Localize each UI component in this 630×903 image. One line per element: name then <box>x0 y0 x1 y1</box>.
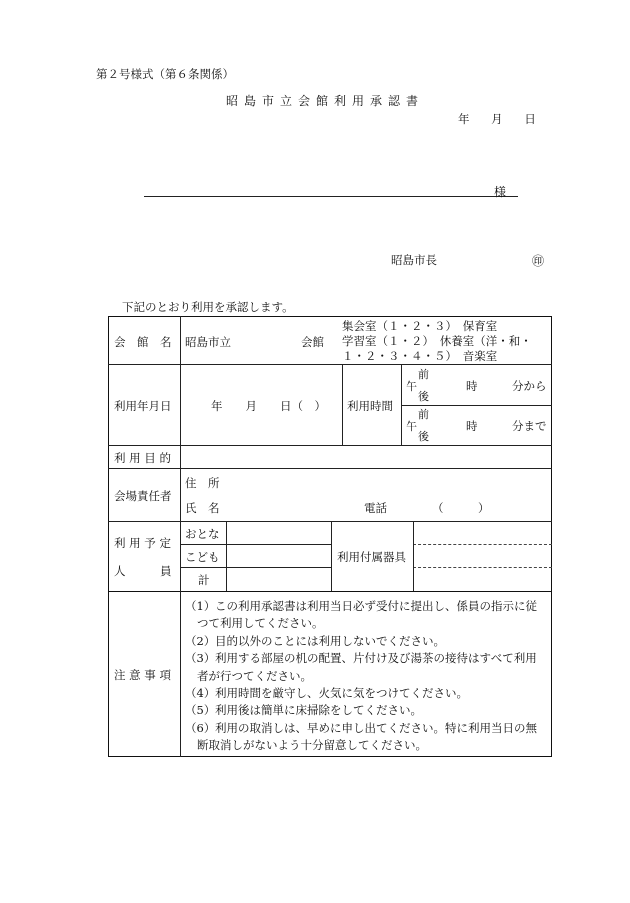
note-number: （3） <box>185 651 216 666</box>
addressee-line[interactable] <box>144 196 518 197</box>
row-divider <box>108 445 552 446</box>
attendee-row-divider <box>180 544 331 545</box>
note-text-continued: つて利用してください。 <box>197 616 324 631</box>
attendees-label-line1: 利 用 予 定 <box>114 536 171 550</box>
date-label: 利用年月日 <box>114 399 172 413</box>
attendees-label-line2: 人 員 <box>114 564 172 578</box>
attendees-total-field[interactable] <box>228 569 329 589</box>
attendees-total-label: 計 <box>198 573 210 587</box>
time-end-suffix: 分まで <box>512 419 547 433</box>
responsible-phone-label[interactable]: 電話 <box>364 501 387 515</box>
note-text: 利用の取消しは、早めに申し出てください。特に利用当日の無 <box>215 720 537 735</box>
note-text-continued: 断取消しがないよう十分留意してください。 <box>197 738 427 753</box>
time-label-divider <box>401 364 402 445</box>
note-item <box>185 685 549 702</box>
date-time-divider <box>342 364 343 445</box>
intro-text: 下記のとおり利用を承認します。 <box>122 300 294 314</box>
notes-label: 注 意 事 項 <box>114 668 171 682</box>
time-label: 利用時間 <box>347 399 393 413</box>
room-options-line1[interactable]: 集会室（１・２・３） 保育室 <box>342 319 498 333</box>
row-divider <box>108 364 552 365</box>
equipment-label-divider <box>413 521 414 591</box>
note-number: （1） <box>185 599 216 613</box>
time-end-am[interactable]: 前 <box>418 408 429 421</box>
purpose-label: 利 用 目 的 <box>114 451 171 465</box>
note-text: 利用する部屋の机の配置、片付け及び湯茶の接待はすべて利用 <box>215 651 537 666</box>
note-text: 利用時間を厳守し、火気に気をつけてください。 <box>215 686 468 701</box>
document-title: 昭島市立会館利用承認書 <box>225 94 424 108</box>
responsible-label: 会場責任者 <box>114 489 172 503</box>
form-number: 第２号様式（第６条関係） <box>96 67 234 81</box>
attendee-type-divider <box>226 521 227 591</box>
row-divider <box>108 521 552 522</box>
attendees-adults-field[interactable] <box>228 523 329 542</box>
responsible-name-label[interactable]: 氏 名 <box>185 501 220 515</box>
label-column-divider <box>180 316 181 757</box>
attendees-adults-label: おとな <box>185 527 220 541</box>
notes-list <box>185 598 549 755</box>
date-month-label: 月 <box>491 112 503 126</box>
row-divider-thick <box>108 591 552 592</box>
attendees-children-label: こども <box>185 550 220 564</box>
addressee-honorific: 様 <box>494 185 507 199</box>
note-item <box>185 702 549 719</box>
facility-label: 会 館 名 <box>114 335 172 349</box>
equipment-field[interactable] <box>415 523 550 589</box>
facility-suffix: 会館 <box>301 335 324 349</box>
time-start-pm[interactable]: 後 <box>418 390 429 403</box>
note-item <box>185 650 549 685</box>
note-number: （2） <box>185 633 216 648</box>
attendees-children-field[interactable] <box>228 546 329 565</box>
time-start-suffix: 分から <box>512 379 547 393</box>
room-options-line3[interactable]: １・２・３・４・５） 音楽室 <box>342 349 498 363</box>
note-item <box>185 633 549 650</box>
note-text-continued: 者が行つてください。 <box>197 668 312 683</box>
issue-date <box>458 111 554 127</box>
date-day-label: 日 <box>524 112 536 126</box>
time-end-noon: 午 <box>406 420 417 433</box>
seal-mark: ㊞ <box>532 254 545 268</box>
date-year-label: 年 <box>458 112 470 126</box>
note-item <box>185 720 549 755</box>
time-start-am[interactable]: 前 <box>418 368 429 381</box>
issuer-name: 昭島市長 <box>391 253 437 267</box>
date-value[interactable]: 年 月 日（ ） <box>211 399 326 413</box>
time-start-noon: 午 <box>406 380 417 393</box>
responsible-address-label[interactable]: 住 所 <box>185 476 220 490</box>
note-text: この利用承認書は利用当日必ず受付に提出し、係員の指示に従 <box>215 599 537 613</box>
time-end-pm[interactable]: 後 <box>418 430 429 443</box>
purpose-field[interactable] <box>182 448 550 466</box>
note-number: （5） <box>185 703 216 718</box>
attendee-row-divider <box>180 567 331 568</box>
note-text: 利用後は簡単に床掃除をしてください。 <box>215 703 422 718</box>
note-number: （4） <box>185 686 216 701</box>
time-end-hour[interactable]: 時 <box>466 419 478 433</box>
note-number: （6） <box>185 720 216 735</box>
row-divider <box>108 468 552 469</box>
note-text: 目的以外のことには利用しないでください。 <box>215 633 445 648</box>
room-options-line2[interactable]: 学習室（１・２） 休養室（洋・和・ <box>342 334 532 348</box>
note-item <box>185 598 549 633</box>
facility-prefix[interactable]: 昭島市立 <box>185 335 231 349</box>
time-start-hour[interactable]: 時 <box>466 379 478 393</box>
responsible-phone-parens: （ ） <box>432 501 490 515</box>
equipment-label: 利用付属器具 <box>337 550 406 564</box>
attendee-value-divider <box>331 521 332 591</box>
